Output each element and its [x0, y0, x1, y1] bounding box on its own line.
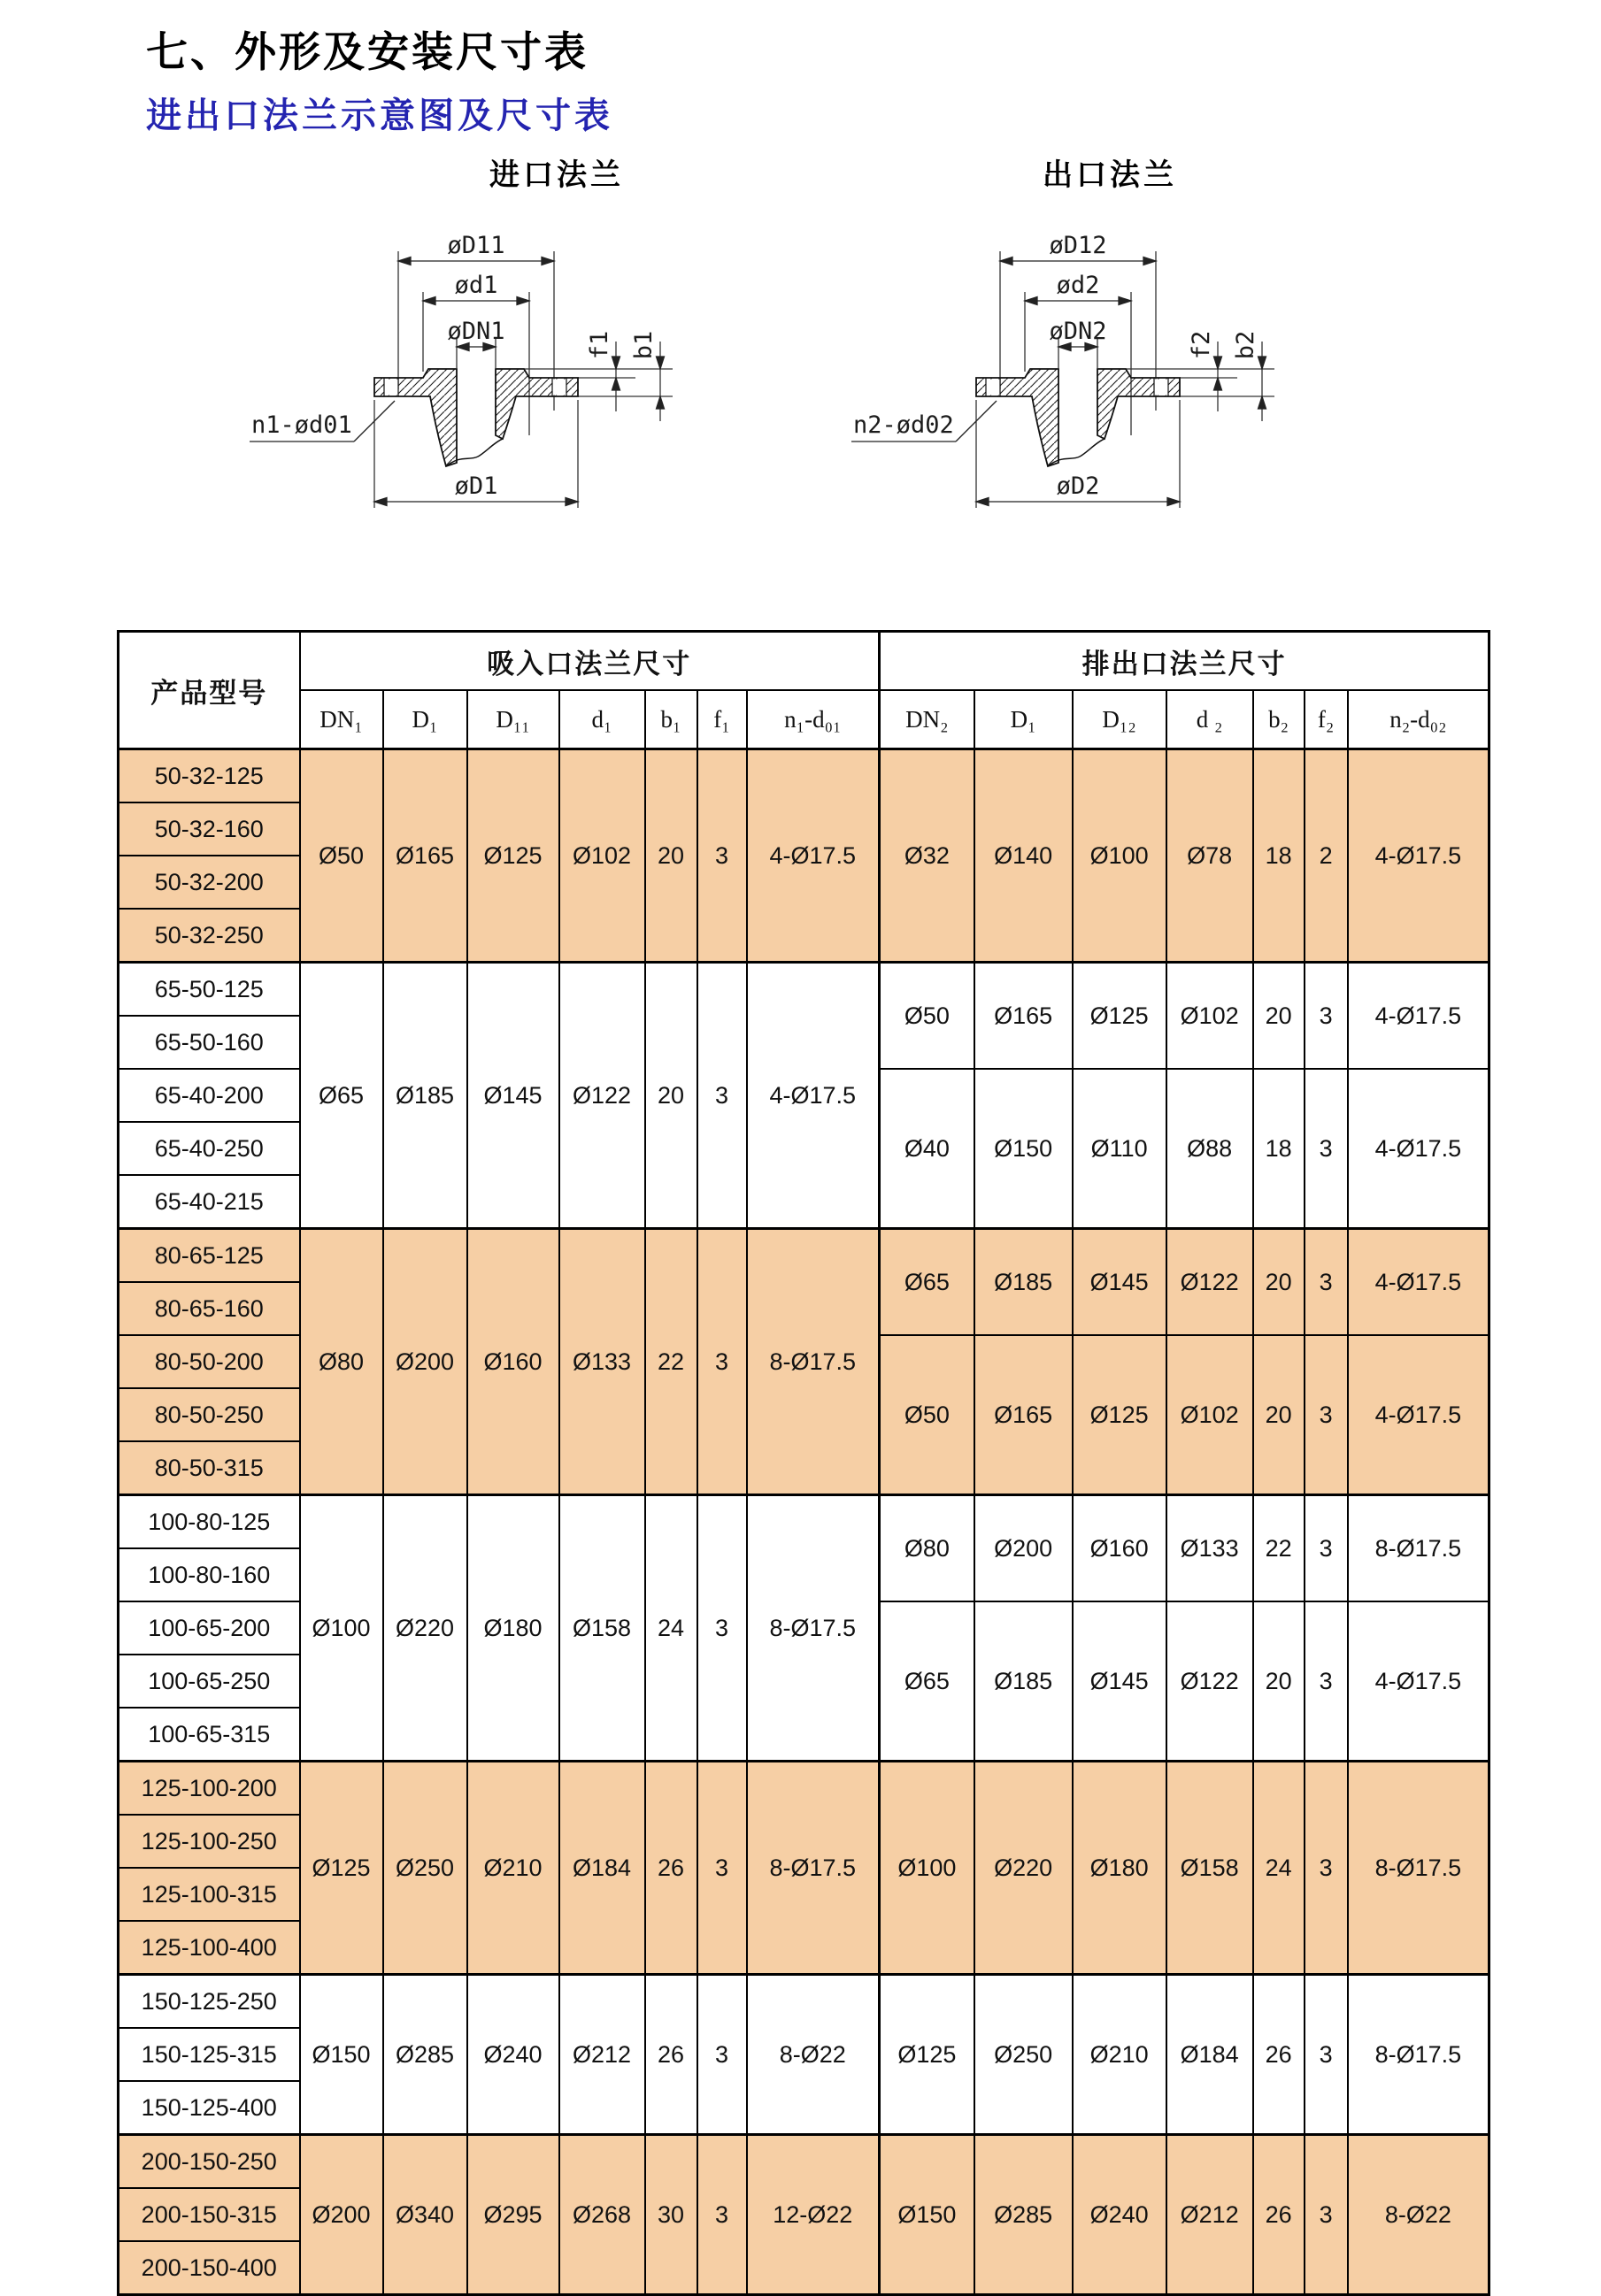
outlet-flange-diagram	[839, 212, 1299, 522]
discharge-value-cell: 24	[1253, 1762, 1305, 1975]
column-header: DN₂	[880, 690, 974, 749]
model-cell: 50-32-200	[119, 856, 300, 909]
discharge-value-cell: Ø50	[880, 963, 974, 1070]
discharge-value-cell: Ø185	[974, 1229, 1073, 1336]
suction-value-cell: 3	[697, 1762, 747, 1975]
discharge-value-cell: Ø150	[880, 2135, 974, 2295]
discharge-value-cell: 20	[1253, 1229, 1305, 1336]
suction-value-cell: 30	[645, 2135, 697, 2295]
discharge-value-cell: 2	[1305, 749, 1348, 963]
discharge-value-cell: Ø160	[1073, 1495, 1166, 1602]
suction-value-cell: 4-Ø17.5	[747, 963, 880, 1229]
discharge-value-cell: Ø125	[1073, 963, 1166, 1070]
model-cell: 125-100-400	[119, 1921, 300, 1975]
discharge-value-cell: Ø122	[1166, 1601, 1253, 1762]
discharge-value-cell: Ø110	[1073, 1069, 1166, 1229]
discharge-value-cell: Ø150	[974, 1069, 1073, 1229]
discharge-value-cell: Ø180	[1073, 1762, 1166, 1975]
dim-label-face: ød2	[1056, 272, 1100, 299]
inlet-flange-diagram	[237, 212, 697, 522]
suction-value-cell: 8-Ø22	[747, 1975, 880, 2135]
table-row	[119, 963, 1489, 1017]
column-header: n₁-d₀₁	[747, 690, 880, 749]
model-cell: 200-150-315	[119, 2188, 300, 2241]
suction-value-cell: Ø80	[300, 1229, 383, 1495]
discharge-value-cell: Ø125	[880, 1975, 974, 2135]
suction-value-cell: Ø250	[383, 1762, 467, 1975]
section-subtitle: 进出口法兰示意图及尺寸表	[146, 96, 613, 135]
model-cell: 80-50-200	[119, 1335, 300, 1388]
discharge-value-cell: 4-Ø17.5	[1348, 749, 1489, 963]
suction-value-cell: 3	[697, 1495, 747, 1762]
suction-value-cell: 26	[645, 1975, 697, 2135]
table-row	[119, 1495, 1489, 1549]
suction-value-cell: Ø50	[300, 749, 383, 963]
discharge-value-cell: 4-Ø17.5	[1348, 963, 1489, 1070]
dim-label-thickness: b2	[1232, 330, 1259, 360]
page-title: 七、外形及安装尺寸表	[146, 30, 589, 76]
suction-value-cell: Ø268	[559, 2135, 645, 2295]
column-header: d₁	[559, 690, 645, 749]
discharge-value-cell: 4-Ø17.5	[1348, 1601, 1489, 1762]
dim-label-bolts: n1-ød01	[251, 411, 352, 439]
discharge-value-cell: Ø210	[1073, 1975, 1166, 2135]
model-cell: 100-65-315	[119, 1708, 300, 1762]
discharge-value-cell: Ø88	[1166, 1069, 1253, 1229]
column-group-discharge: 排出口法兰尺寸	[880, 632, 1489, 691]
suction-value-cell: Ø145	[467, 963, 559, 1229]
flange-dimension-table	[117, 630, 1490, 2296]
discharge-value-cell: Ø65	[880, 1601, 974, 1762]
model-cell: 100-65-200	[119, 1601, 300, 1655]
model-cell: 65-50-125	[119, 963, 300, 1017]
table-row	[119, 1762, 1489, 1816]
dim-label-bore: øDN1	[447, 318, 505, 345]
discharge-value-cell: Ø145	[1073, 1229, 1166, 1336]
suction-value-cell: Ø285	[383, 1975, 467, 2135]
dim-label-outer: øD1	[454, 472, 498, 500]
dim-label-step: f1	[586, 330, 613, 360]
suction-value-cell: 12-Ø22	[747, 2135, 880, 2295]
discharge-value-cell: Ø32	[880, 749, 974, 963]
suction-value-cell: 3	[697, 963, 747, 1229]
model-cell: 100-80-160	[119, 1548, 300, 1601]
suction-value-cell: Ø125	[467, 749, 559, 963]
discharge-value-cell: 18	[1253, 1069, 1305, 1229]
suction-value-cell: Ø180	[467, 1495, 559, 1762]
discharge-value-cell: Ø65	[880, 1229, 974, 1336]
suction-value-cell: Ø133	[559, 1229, 645, 1495]
model-cell: 65-40-215	[119, 1175, 300, 1229]
discharge-value-cell: Ø78	[1166, 749, 1253, 963]
discharge-value-cell: 20	[1253, 1335, 1305, 1495]
suction-value-cell: 8-Ø17.5	[747, 1495, 880, 1762]
discharge-value-cell: 3	[1305, 963, 1348, 1070]
discharge-value-cell: Ø250	[974, 1975, 1073, 2135]
model-cell: 125-100-315	[119, 1868, 300, 1921]
column-header: f₁	[697, 690, 747, 749]
model-cell: 125-100-200	[119, 1762, 300, 1816]
discharge-value-cell: 4-Ø17.5	[1348, 1229, 1489, 1336]
discharge-value-cell: 22	[1253, 1495, 1305, 1602]
suction-value-cell: Ø200	[383, 1229, 467, 1495]
model-cell: 80-65-125	[119, 1229, 300, 1283]
suction-value-cell: 3	[697, 1229, 747, 1495]
discharge-value-cell: Ø80	[880, 1495, 974, 1602]
discharge-value-cell: 3	[1305, 1069, 1348, 1229]
suction-value-cell: 20	[645, 963, 697, 1229]
model-cell: 100-65-250	[119, 1655, 300, 1708]
discharge-value-cell: 8-Ø17.5	[1348, 1495, 1489, 1602]
table-row	[119, 1229, 1489, 1283]
model-cell: 65-40-250	[119, 1122, 300, 1175]
discharge-value-cell: Ø185	[974, 1601, 1073, 1762]
discharge-value-cell: Ø145	[1073, 1601, 1166, 1762]
discharge-value-cell: 20	[1253, 1601, 1305, 1762]
discharge-value-cell: Ø50	[880, 1335, 974, 1495]
discharge-value-cell: 3	[1305, 1495, 1348, 1602]
suction-value-cell: 3	[697, 749, 747, 963]
model-cell: 65-50-160	[119, 1016, 300, 1069]
column-header: DN₁	[300, 690, 383, 749]
suction-value-cell: 20	[645, 749, 697, 963]
suction-value-cell: 3	[697, 1975, 747, 2135]
suction-value-cell: Ø295	[467, 2135, 559, 2295]
suction-value-cell: 8-Ø17.5	[747, 1762, 880, 1975]
model-cell: 50-32-160	[119, 802, 300, 856]
discharge-value-cell: 3	[1305, 1335, 1348, 1495]
column-header: n₂-d₀₂	[1348, 690, 1489, 749]
model-cell: 80-50-250	[119, 1388, 300, 1441]
discharge-value-cell: Ø102	[1166, 1335, 1253, 1495]
column-header: D₁₂	[1073, 690, 1166, 749]
discharge-value-cell: Ø184	[1166, 1975, 1253, 2135]
model-cell: 80-65-160	[119, 1282, 300, 1335]
discharge-value-cell: Ø140	[974, 749, 1073, 963]
model-cell: 200-150-400	[119, 2241, 300, 2295]
column-header: D₁	[974, 690, 1073, 749]
discharge-value-cell: 8-Ø17.5	[1348, 1975, 1489, 2135]
suction-value-cell: 26	[645, 1762, 697, 1975]
model-cell: 50-32-250	[119, 909, 300, 963]
discharge-value-cell: 3	[1305, 2135, 1348, 2295]
discharge-value-cell: 3	[1305, 1975, 1348, 2135]
column-header: b₂	[1253, 690, 1305, 749]
model-cell: 125-100-250	[119, 1815, 300, 1868]
suction-value-cell: Ø185	[383, 963, 467, 1229]
discharge-value-cell: Ø212	[1166, 2135, 1253, 2295]
suction-value-cell: Ø150	[300, 1975, 383, 2135]
table-row	[119, 2135, 1489, 2189]
discharge-value-cell: Ø100	[880, 1762, 974, 1975]
discharge-value-cell: 26	[1253, 1975, 1305, 2135]
suction-value-cell: 22	[645, 1229, 697, 1495]
discharge-value-cell: Ø125	[1073, 1335, 1166, 1495]
dim-label-bolt-circle: øD11	[447, 232, 505, 259]
discharge-value-cell: Ø133	[1166, 1495, 1253, 1602]
model-cell: 100-80-125	[119, 1495, 300, 1549]
discharge-value-cell: 20	[1253, 963, 1305, 1070]
dim-label-step: f2	[1188, 330, 1215, 360]
model-cell: 150-125-315	[119, 2028, 300, 2081]
dim-label-bore: øDN2	[1049, 318, 1107, 345]
suction-value-cell: 3	[697, 2135, 747, 2295]
column-header: D₁₁	[467, 690, 559, 749]
model-cell: 80-50-315	[119, 1441, 300, 1495]
suction-value-cell: Ø160	[467, 1229, 559, 1495]
discharge-value-cell: 3	[1305, 1762, 1348, 1975]
discharge-value-cell: Ø158	[1166, 1762, 1253, 1975]
discharge-value-cell: 18	[1253, 749, 1305, 963]
discharge-value-cell: Ø200	[974, 1495, 1073, 1602]
suction-value-cell: Ø200	[300, 2135, 383, 2295]
discharge-value-cell: Ø165	[974, 1335, 1073, 1495]
suction-value-cell: Ø212	[559, 1975, 645, 2135]
suction-value-cell: Ø210	[467, 1762, 559, 1975]
discharge-value-cell: 4-Ø17.5	[1348, 1335, 1489, 1495]
column-group-suction: 吸入口法兰尺寸	[300, 632, 880, 691]
discharge-value-cell: Ø40	[880, 1069, 974, 1229]
suction-value-cell: Ø125	[300, 1762, 383, 1975]
column-header: b₁	[645, 690, 697, 749]
suction-value-cell: 8-Ø17.5	[747, 1229, 880, 1495]
column-header: D₁	[383, 690, 467, 749]
model-cell: 50-32-125	[119, 749, 300, 803]
discharge-value-cell: 8-Ø22	[1348, 2135, 1489, 2295]
suction-value-cell: Ø65	[300, 963, 383, 1229]
suction-value-cell: Ø102	[559, 749, 645, 963]
suction-value-cell: Ø100	[300, 1495, 383, 1762]
dim-label-bolt-circle: øD12	[1049, 232, 1107, 259]
column-header: d ₂	[1166, 690, 1253, 749]
table-row	[119, 749, 1489, 803]
discharge-value-cell: Ø102	[1166, 963, 1253, 1070]
suction-value-cell: Ø220	[383, 1495, 467, 1762]
suction-value-cell: Ø340	[383, 2135, 467, 2295]
discharge-value-cell: Ø240	[1073, 2135, 1166, 2295]
discharge-value-cell: 3	[1305, 1601, 1348, 1762]
suction-value-cell: 24	[645, 1495, 697, 1762]
suction-value-cell: Ø184	[559, 1762, 645, 1975]
model-cell: 200-150-250	[119, 2135, 300, 2189]
model-cell: 150-125-400	[119, 2081, 300, 2135]
discharge-value-cell: Ø285	[974, 2135, 1073, 2295]
outlet-flange-caption: 出口法兰	[1043, 159, 1177, 192]
inlet-flange-caption: 进口法兰	[489, 159, 624, 192]
discharge-value-cell: Ø122	[1166, 1229, 1253, 1336]
discharge-value-cell: 4-Ø17.5	[1348, 1069, 1489, 1229]
discharge-value-cell: 8-Ø17.5	[1348, 1762, 1489, 1975]
suction-value-cell: Ø240	[467, 1975, 559, 2135]
dim-label-face: ød1	[454, 272, 498, 299]
column-header: f₂	[1305, 690, 1348, 749]
table-body	[119, 749, 1489, 2295]
discharge-value-cell: 3	[1305, 1229, 1348, 1336]
discharge-value-cell: 26	[1253, 2135, 1305, 2295]
table-row	[119, 1975, 1489, 2029]
dim-label-bolts: n2-ød02	[853, 411, 954, 439]
discharge-value-cell: Ø100	[1073, 749, 1166, 963]
column-header-model: 产品型号	[119, 632, 300, 749]
dim-label-outer: øD2	[1056, 472, 1100, 500]
dim-label-thickness: b1	[630, 330, 658, 360]
model-cell: 65-40-200	[119, 1069, 300, 1122]
discharge-value-cell: Ø165	[974, 963, 1073, 1070]
suction-value-cell: 4-Ø17.5	[747, 749, 880, 963]
discharge-value-cell: Ø220	[974, 1762, 1073, 1975]
suction-value-cell: Ø158	[559, 1495, 645, 1762]
suction-value-cell: Ø165	[383, 749, 467, 963]
model-cell: 150-125-250	[119, 1975, 300, 2029]
suction-value-cell: Ø122	[559, 963, 645, 1229]
